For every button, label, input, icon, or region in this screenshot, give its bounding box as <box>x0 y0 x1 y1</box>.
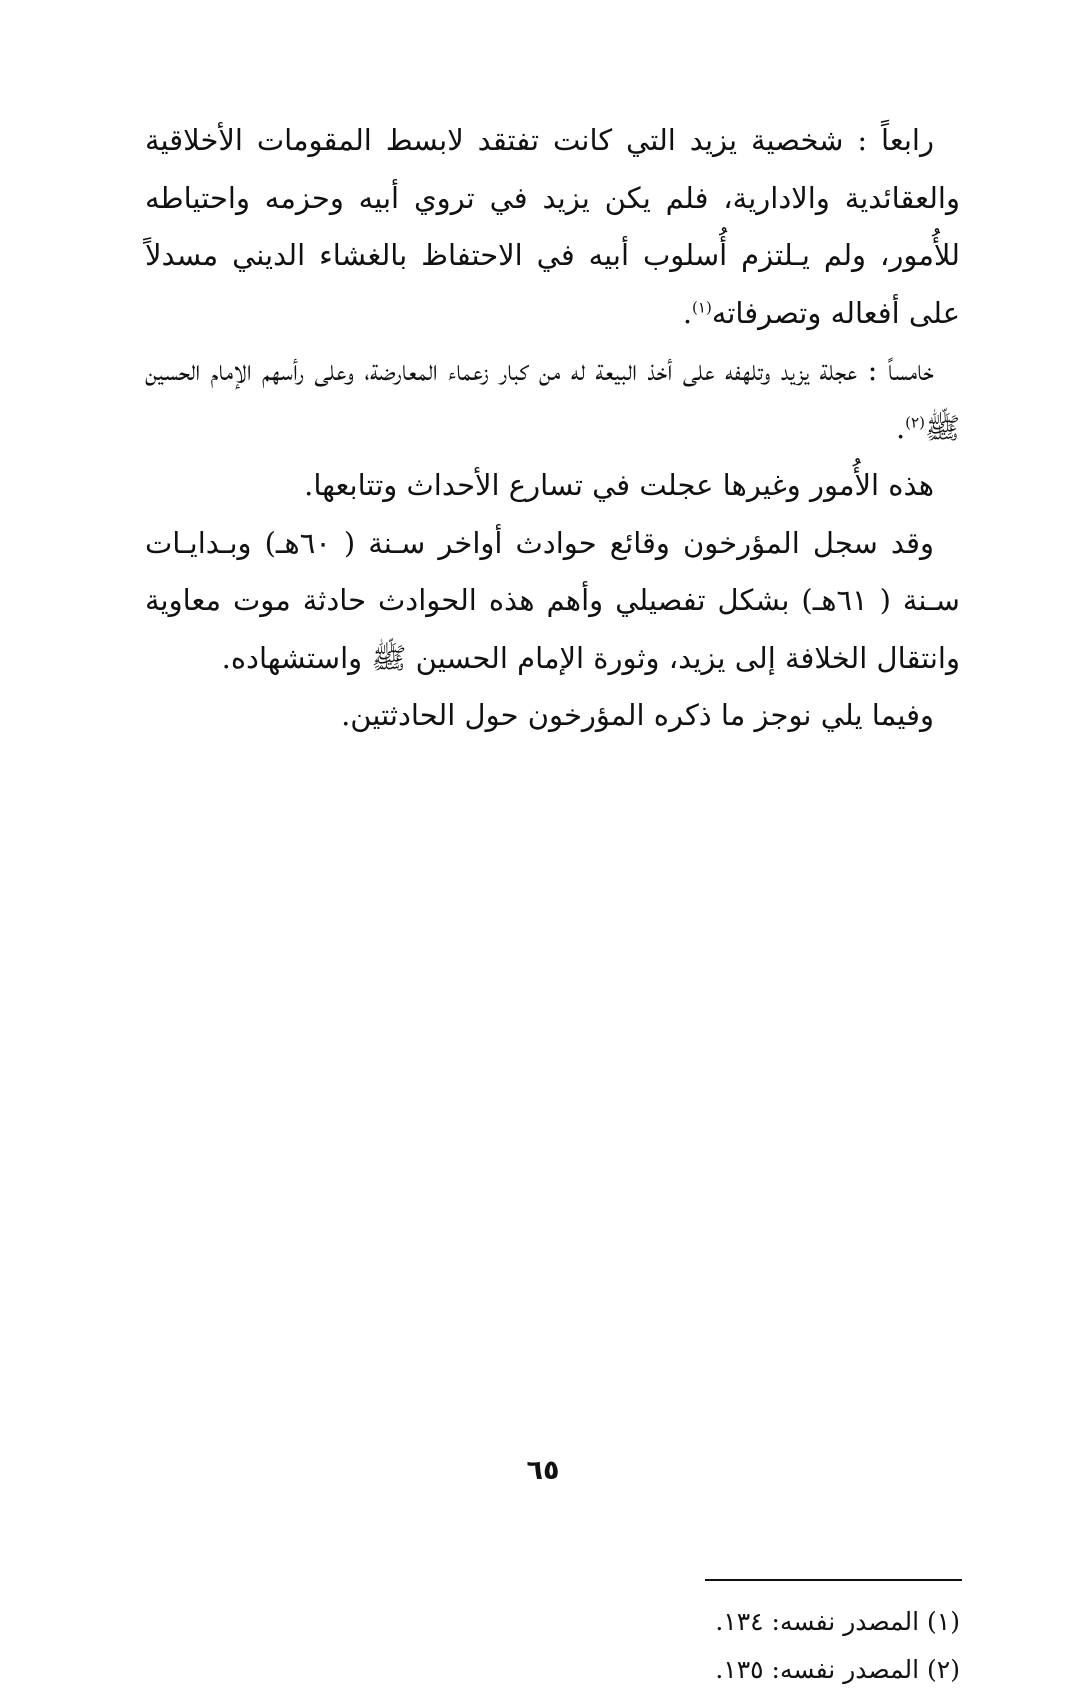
footnote-divider <box>705 1579 962 1581</box>
paragraph-historians <box>145 515 960 688</box>
paragraph-events <box>145 457 960 515</box>
page-number: ٦٥ <box>526 1455 560 1486</box>
paragraph-end-mark: . <box>682 295 693 330</box>
footnote-reference: (٢) <box>905 412 925 431</box>
paragraph-text: وفيما يلي نوجز ما ذكره المؤرخون حول الحادثتين. <box>341 698 934 732</box>
paragraph-fourth-reason <box>145 112 960 342</box>
paragraph-fifth-reason <box>145 342 960 457</box>
paragraph-text: وقد سجل المؤرخون وقائع حوادث أواخر سـنة ( ٦٠هـ) وبـدايـات سـنة ( ٦١هـ) بشكل تفصيلي وأهم هذه الحوادث حادثة موت معاوية وانتقال الخلافة إلى يزيد، وثورة الإمام الحسين ﷺ واستشهاده. <box>145 525 960 675</box>
footnote-2: (٢) المصدر نفسه: ١٣٥. <box>715 1655 960 1684</box>
footnotes <box>660 1598 960 1694</box>
footnote-1: (١) المصدر نفسه: ١٣٤. <box>715 1607 960 1636</box>
paragraph-end-mark: . <box>895 410 906 445</box>
footnote-reference: (١) <box>692 297 712 316</box>
paragraph-summary-intro <box>145 687 960 745</box>
body-text <box>145 112 960 745</box>
paragraph-text: خامساً : عجلة يزيد وتلهفه على أخذ البيعة له من كبار زعماء المعارضة، وعلى رأسهم الإمام الحسين ﷺ <box>145 353 960 445</box>
paragraph-text: هذه الأُمور وغيرها عجلت في تسارع الأحداث وتتابعها. <box>304 468 934 502</box>
paragraph-text: رابعاً : شخصية يزيد التي كانت تفتقد لابسط المقومات الأخلاقية والعقائدية والادارية، فلم يكن يزيد في تروي أبيه وحزمه واحتياطه للأُمور، ولم يـلتزم أُسلوب أبيه في الاحتفاظ بالغشاء الديني مسدلاً على أفعاله وتصرفاته <box>145 123 960 330</box>
